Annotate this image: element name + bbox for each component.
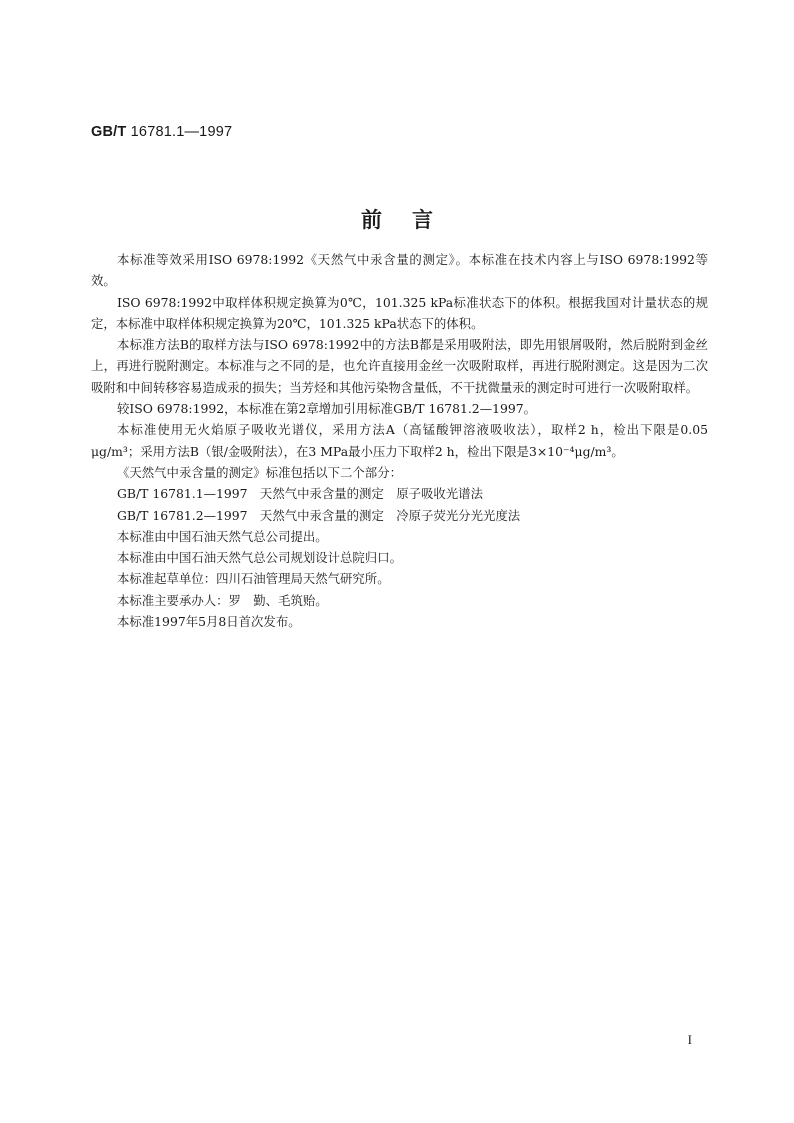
paragraph-release-date: 本标准1997年5月8日首次发布。 <box>117 614 301 630</box>
document-code-prefix: GB/T <box>91 124 127 140</box>
paragraph-parts-intro: 《天然气中汞含量的测定》标准包括以下二个部分： <box>117 464 402 480</box>
page-number: I <box>687 1032 692 1047</box>
foreword-body <box>91 249 708 632</box>
page-title: 前言 <box>361 208 463 232</box>
paragraph-part-2: GB/T 16781.2—1997 天然气中汞含量的测定 冷原子荧光分光光度法 <box>117 507 521 523</box>
paragraph-added-reference: 较ISO 6978:1992，本标准在第2章增加引用标准GB/T 16781.2—1997。 <box>117 401 537 417</box>
paragraph-equivalence: 本标准等效采用ISO 6978:1992《天然气中汞含量的测定》。本标准在技术内容上与ISO 6978:1992等效。 <box>91 252 708 289</box>
paragraph-drafters: 本标准主要承办人：罗 勤、毛筑贻。 <box>117 592 328 608</box>
paragraph-proposed-by: 本标准由中国石油天然气总公司提出。 <box>117 528 328 544</box>
paragraph-centralized-by: 本标准由中国石油天然气总公司规划设计总院归口。 <box>117 550 402 566</box>
paragraph-detection-limits: 本标准使用无火焰原子吸收光谱仪，采用方法A（高锰酸钾溶液吸收法），取样2 h，检出下限是0.05 μg/m³；采用方法B（银/金吸附法），在3 MPa最小压力下取样2 h，检出下限是3×10⁻⁴μg/m³。 <box>91 422 708 459</box>
paragraph-method-b: 本标准方法B的取样方法与ISO 6978:1992中的方法B都是采用吸附法，即先用银屑吸附，然后脱附到金丝上，再进行脱附测定。本标准与之不同的是，也允许直接用金丝一次吸附取样，再进行脱附测定。这是因为二次吸附和中间转移容易造成汞的损失；当芳烃和其他污染物含量低，不干扰微量汞的测定时可进行一次吸附取样。 <box>91 337 708 395</box>
paragraph-drafting-unit: 本标准起草单位：四川石油管理局天然气研究所。 <box>117 571 390 587</box>
paragraph-part-1: GB/T 16781.1—1997 天然气中汞含量的测定 原子吸收光谱法 <box>117 486 483 502</box>
document-code <box>91 124 232 140</box>
document-code-number: 16781.1—1997 <box>130 124 233 140</box>
paragraph-volume-conversion: ISO 6978:1992中取样体积规定换算为0℃，101.325 kPa标准状态下的体积。根据我国对计量状态的规定，本标准中取样体积规定换算为20℃，101.325 kPa状态下的体积。 <box>91 294 708 331</box>
